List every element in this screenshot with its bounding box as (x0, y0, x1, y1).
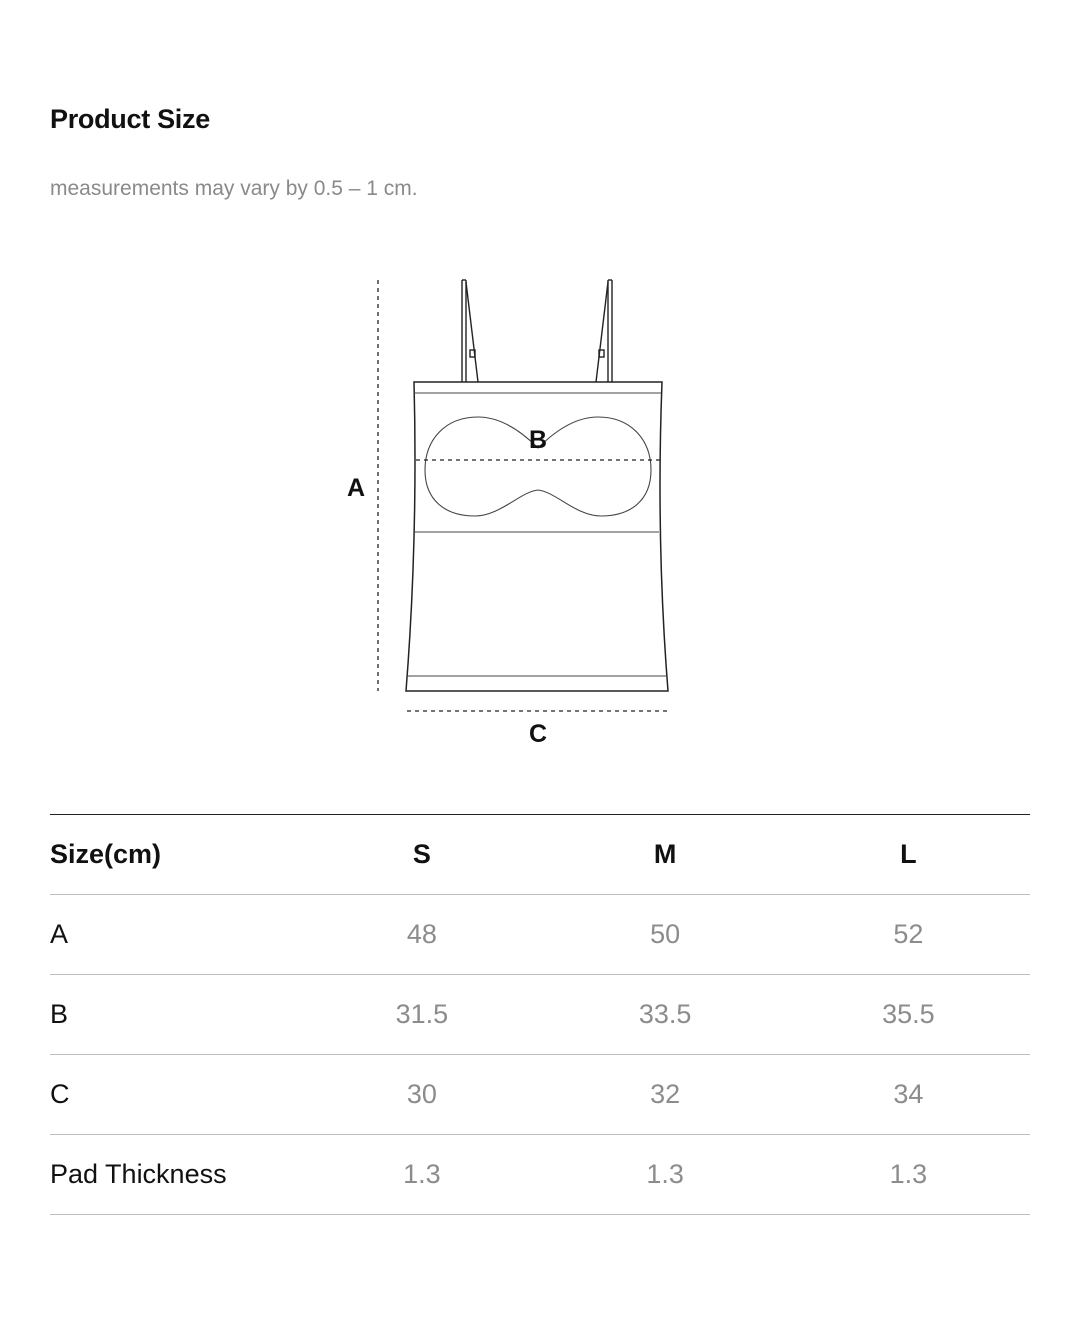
row-label: C (50, 1055, 300, 1135)
cell-l: 52 (787, 895, 1030, 975)
table-header-row (50, 815, 1030, 895)
cell-l: 34 (787, 1055, 1030, 1135)
table-row (50, 1135, 1030, 1215)
cell-s: 1.3 (300, 1135, 543, 1215)
table-row (50, 1055, 1030, 1135)
cell-l: 35.5 (787, 975, 1030, 1055)
header-s: S (300, 815, 543, 895)
table-row (50, 975, 1030, 1055)
right-strap (596, 280, 612, 382)
header-m: M (543, 815, 786, 895)
cell-m: 33.5 (543, 975, 786, 1055)
label-c: C (528, 720, 548, 748)
label-a: A (346, 474, 366, 502)
cell-s: 30 (300, 1055, 543, 1135)
row-label: A (50, 895, 300, 975)
cell-m: 32 (543, 1055, 786, 1135)
label-b: B (528, 426, 548, 454)
header-l: L (787, 815, 1030, 895)
page-title: Product Size (50, 104, 210, 134)
left-strap (462, 280, 478, 382)
cell-m: 1.3 (543, 1135, 786, 1215)
table-row (50, 895, 1030, 975)
cell-s: 48 (300, 895, 543, 975)
row-label: Pad Thickness (50, 1135, 300, 1215)
cell-s: 31.5 (300, 975, 543, 1055)
size-table (50, 814, 1030, 1215)
measurement-note: measurements may vary by 0.5 – 1 cm. (50, 177, 418, 200)
header-size: Size(cm) (50, 815, 300, 895)
row-label: B (50, 975, 300, 1055)
cell-m: 50 (543, 895, 786, 975)
cell-l: 1.3 (787, 1135, 1030, 1215)
